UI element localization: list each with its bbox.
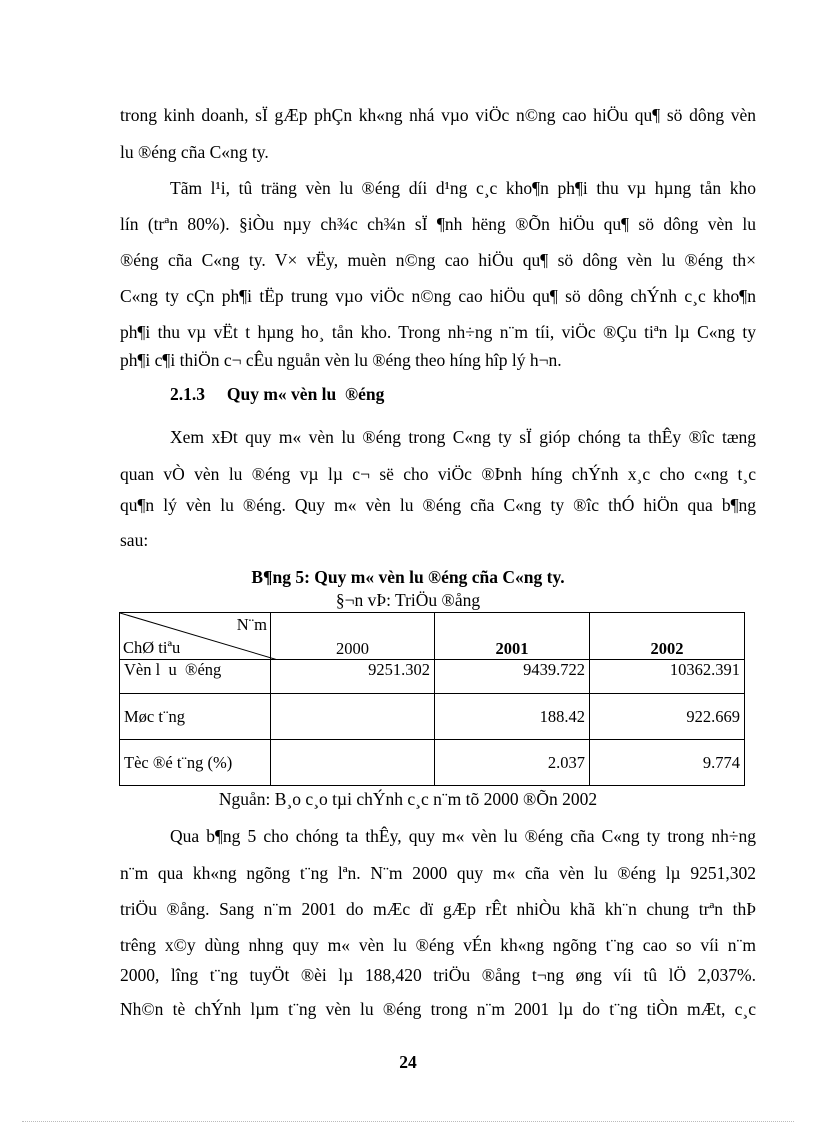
paragraph-line: ®éng cña C«ng ty. V× vËy, muèn n©ng cao hiÖu qu¶ sö dông vèn lu ®éng th× (120, 250, 756, 270)
paragraph-line: C«ng ty cÇn ph¶i tËp trung vµo viÖc n©ng cao hiÖu qu¶ sö dông chÝnh c¸c kho¶n (120, 286, 756, 306)
table-cell: 2.037 (435, 740, 590, 786)
paragraph-line: lín (trªn 80%). §iÒu nµy ch¾c ch¾n sÏ ¶nh hëng ®Õn hiÖu qu¶ sö dông vèn lu (120, 214, 756, 234)
paragraph-line: 2000, lîng t¨ng tuyÖt ®èi lµ 188,420 triÖu ®ång t¬ng øng víi tû lÖ 2,037%. (120, 965, 756, 985)
table-cell: 188.42 (435, 694, 590, 740)
table-cell (271, 694, 435, 740)
year-header: 2000 (271, 613, 435, 660)
year-header: 2001 (435, 613, 590, 660)
paragraph-line: lu ®éng cña C«ng ty. (120, 142, 269, 162)
paragraph-line: Qua b¶ng 5 cho chóng ta thÊy, quy m« vèn lu ®éng cña C«ng ty trong nh÷ng (170, 826, 756, 846)
paragraph-line: quan vÒ vèn lu ®éng vµ lµ c¬ së cho viÖc ®Þnh híng chÝnh x¸c cho c«ng t¸c (120, 464, 756, 484)
paragraph-line: qu¶n lý vèn lu ®éng. Quy m« vèn lu ®éng cña C«ng ty ®îc thÓ hiÖn qua b¶ng (120, 495, 756, 515)
table-row (120, 694, 745, 740)
table-cell: 9.774 (590, 740, 745, 786)
footer-rule (22, 1121, 794, 1122)
table-header-row (120, 613, 745, 660)
paragraph-line: Nh©n tè chÝnh lµm t¨ng vèn lu ®éng trong n¨m 2001 lµ do t¨ng tiÒn mÆt, c¸c (120, 999, 756, 1019)
paragraph-line: triÖu ®ång. Sang n¨m 2001 do mÆc dï gÆp rÊt nhiÒu khã kh¨n chung trªn thÞ (120, 899, 756, 919)
corner-year-label: N¨m (236, 615, 267, 634)
row-label: Møc t¨ng (120, 694, 271, 740)
table-cell: 10362.391 (590, 660, 745, 694)
paragraph-line: Tãm l¹i, tû träng vèn lu ®éng díi d¹ng c¸c kho¶n ph¶i thu vµ hµng tån kho (170, 178, 756, 198)
paragraph-line: ph¶i thu vµ vËt t hµng ho¸ tån kho. Trong nh÷ng n¨m tíi, viÖc ®Çu tiªn lµ C«ng ty (120, 322, 756, 342)
table-cell: 922.669 (590, 694, 745, 740)
table-source: Nguån: B¸o c¸o tµi chÝnh c¸c n¨m tõ 2000 ®Õn 2002 (218, 789, 598, 809)
year-header: 2002 (590, 613, 745, 660)
table-row (120, 660, 745, 694)
table-cell (271, 740, 435, 786)
page-number: 24 (399, 1052, 417, 1072)
table-cell: 9439.722 (435, 660, 590, 694)
table-title: B¶ng 5: Quy m« vèn lu ®éng cña C«ng ty. (251, 567, 565, 587)
row-label: Vèn l u ®éng (120, 660, 271, 694)
table-cell: 9251.302 (271, 660, 435, 694)
table-unit: §¬n vÞ: TriÖu ®ång (335, 590, 481, 610)
section-heading: 2.1.3 Quy m« vèn lu ®éng (170, 384, 385, 404)
paragraph-line: trêng x©y dùng nhng quy m« vèn lu ®éng vÉn kh«ng ngõng t¨ng cao so víi n¨m (120, 935, 756, 955)
paragraph-line: Xem xÐt quy m« vèn lu ®éng trong C«ng ty sÏ gióp chóng ta thÊy ®îc tæng (170, 427, 756, 447)
corner-cell (120, 613, 271, 660)
paragraph-line: n¨m qua kh«ng ngõng t¨ng lªn. N¨m 2000 quy m« cña vèn lu ®éng lµ 9251,302 (120, 863, 756, 883)
paragraph-line: ph¶i c¶i thiÖn c¬ cÊu nguån vèn lu ®éng theo híng hîp lý h¬n. (120, 350, 562, 370)
paragraph-line: sau: (120, 530, 149, 550)
data-table (119, 612, 745, 786)
paragraph-line: trong kinh doanh, sÏ gÆp phÇn kh«ng nhá vµo viÖc n©ng cao hiÖu qu¶ sö dông vèn (120, 105, 756, 125)
row-label: Tèc ®é t¨ng (%) (120, 740, 271, 786)
table-row (120, 740, 745, 786)
corner-indicator-label: ChØ tiªu (123, 638, 181, 657)
